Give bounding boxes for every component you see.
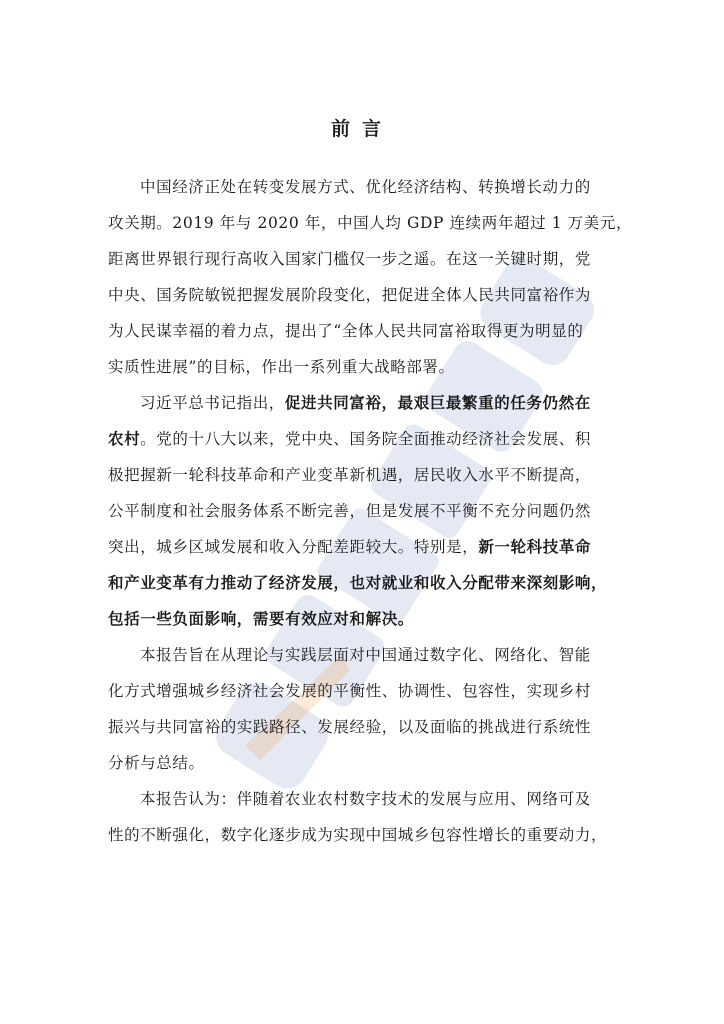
text-segment: 性的不断强化，数字化逐步成为实现中国城乡包容性增长的重要动力， [108,826,608,844]
text-segment: 为人民谋幸福的着力点，提出了“全体人民共同富裕取得更为明显的 [108,322,584,340]
text-line [108,169,618,205]
paragraph [108,169,633,385]
paragraph [108,637,618,781]
body-text [108,169,633,853]
text-segment: 距离世界银行现行高收入国家门槛仅一步之遥。在这一关键时期，党 [108,250,592,268]
text-segment: 中国经济正处在转变发展方式、优化经济结构、转换增长动力的 [140,178,591,196]
text-line [108,277,618,313]
text-segment: 实质性进展”的目标，作出一系列重大战略部署。 [108,358,455,376]
bold-text-segment: 促进共同富裕，最艰巨最繁重的任务仍然在 [284,393,591,412]
text-segment: 攻关期。2019 年与 2020 年，中国人均 GDP 连续两年超过 1 万美元， [108,214,633,232]
bold-text-segment: 农村 [108,429,141,448]
text-line [108,565,618,601]
text-segment: 本报告旨在从理论与实践层面对中国通过数字化、网络化、智能 [140,646,591,664]
text-line [108,421,618,457]
text-line [108,745,618,781]
bold-text-segment: 和产业变革有力推动了经济发展，也对就业和收入分配带来深刻影响， [108,573,608,592]
text-segment: 。党的十八大以来，党中央、国务院全面推动经济社会发展、积 [140,430,592,448]
text-line [108,817,618,853]
text-line [108,637,618,673]
text-segment: 突出，城乡区域发展和收入分配差距较大。特别是， [108,538,479,556]
text-segment: 习近平总书记指出， [140,394,285,412]
text-line [108,313,618,349]
text-segment: 中央、国务院敏锐把握发展阶段变化，把促进全体人民共同富裕作为 [108,286,592,304]
text-line [108,385,618,421]
text-segment: 振兴与共同富裕的实践路径、发展经验，以及面临的挑战进行系统性 [108,718,592,736]
text-line [108,529,618,565]
bold-text-segment: 包括一些负面影响，需要有效应对和解决。 [108,609,414,628]
paragraph [108,385,618,637]
text-line [108,709,618,745]
paragraph [108,781,618,853]
text-segment: 公平制度和社会服务体系不断完善，但是发展不平衡不充分问题仍然 [108,502,592,520]
text-line [108,493,618,529]
text-line [108,241,618,277]
text-segment: 分析与总结。 [108,754,205,772]
text-segment: 极把握新一轮科技革命和产业变革新机遇，居民收入水平不断提高， [108,466,592,484]
text-segment: 化方式增强城乡经济社会发展的平衡性、协调性、包容性，实现乡村 [108,682,592,700]
text-segment: 本报告认为：伴随着农业农村数字技术的发展与应用、网络可及 [140,790,591,808]
text-line [108,601,618,637]
text-line [108,457,618,493]
bold-text-segment: 新一轮科技革命 [478,537,592,556]
page-title: 前言 [330,118,393,140]
text-line [108,205,633,241]
text-line [108,781,618,817]
text-line [108,349,618,385]
text-line [108,673,618,709]
